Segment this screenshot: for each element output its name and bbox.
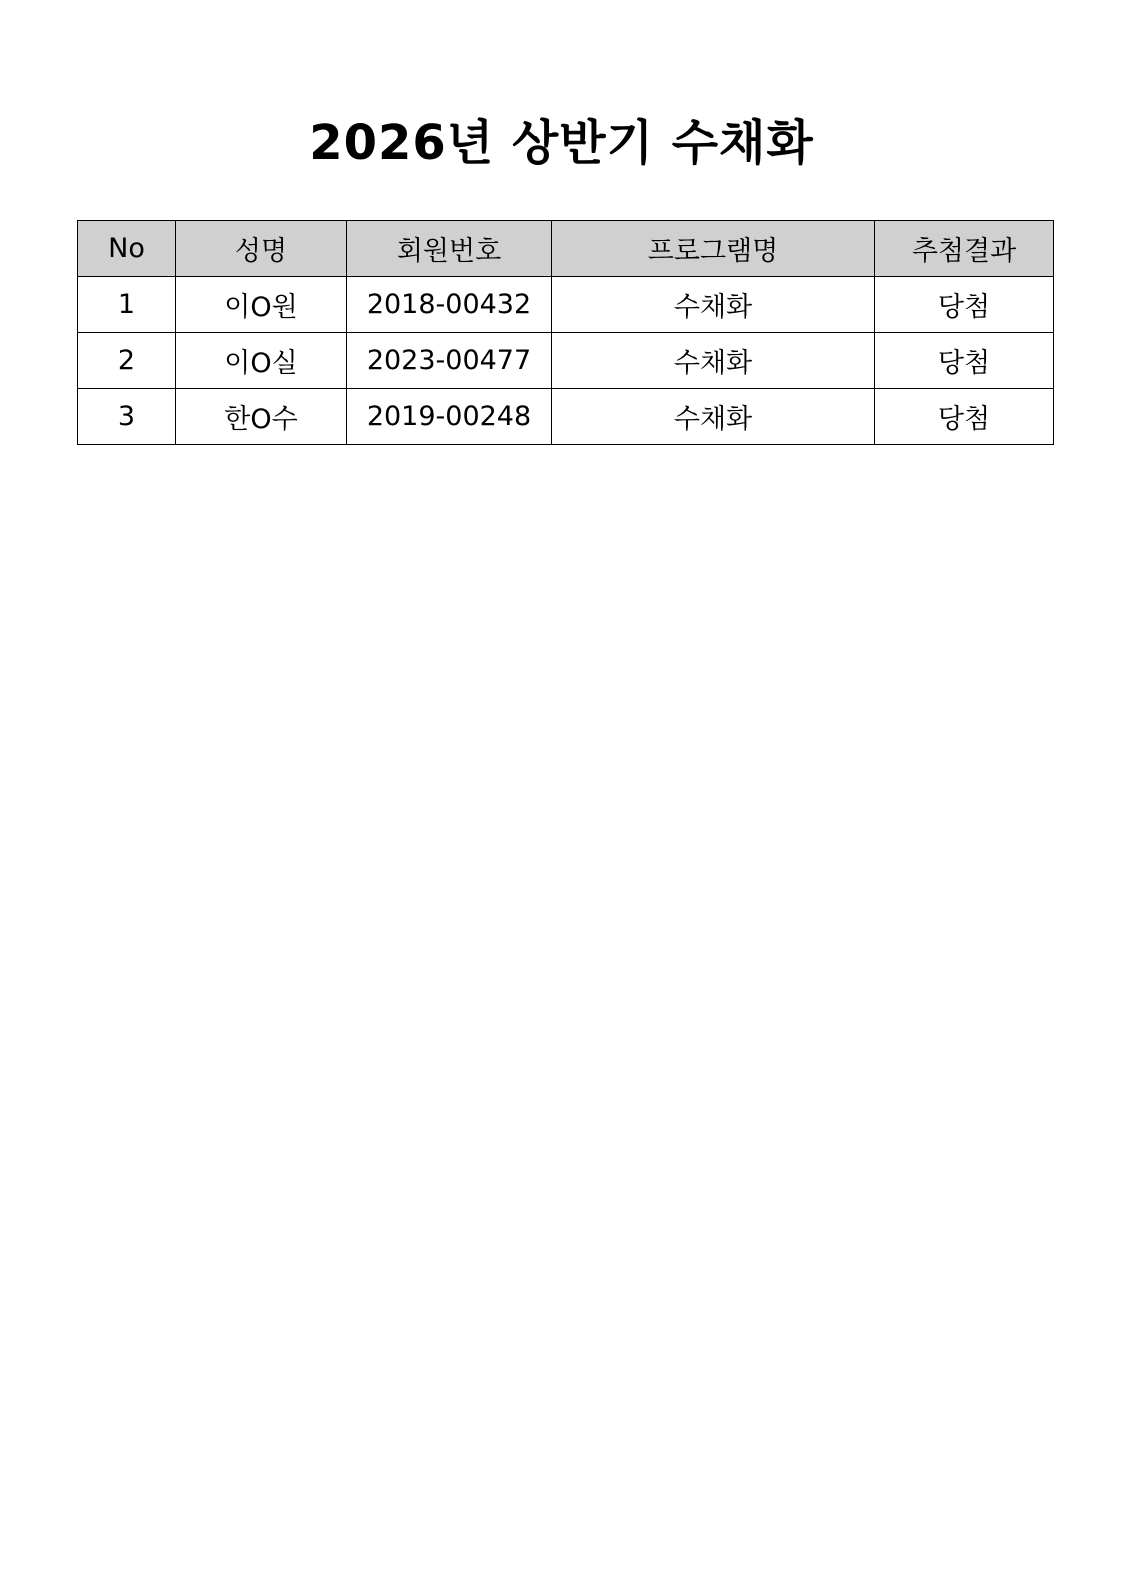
cell-member-number: 2023-00477 [347,333,552,389]
header-name: 성명 [176,221,347,277]
page-title: 2026년 상반기 수채화 [309,115,814,172]
cell-program-name: 수채화 [552,333,875,389]
cell-draw-result: 당첨 [875,277,1054,333]
table-row [78,333,1054,389]
cell-member-number: 2018-00432 [347,277,552,333]
cell-member-number: 2019-00248 [347,389,552,445]
table-header-row [78,221,1054,277]
cell-no: 2 [78,333,176,389]
cell-no: 1 [78,277,176,333]
header-draw-result: 추첨결과 [875,221,1054,277]
cell-draw-result: 당첨 [875,333,1054,389]
cell-program-name: 수채화 [552,389,875,445]
table-row [78,389,1054,445]
header-program-name: 프로그램명 [552,221,875,277]
header-member-number: 회원번호 [347,221,552,277]
cell-name: 한O수 [176,389,347,445]
table-row [78,277,1054,333]
lottery-result-table [77,220,1054,445]
cell-no: 3 [78,389,176,445]
cell-program-name: 수채화 [552,277,875,333]
header-no: No [78,221,176,277]
cell-name: 이O원 [176,277,347,333]
cell-draw-result: 당첨 [875,389,1054,445]
cell-name: 이O실 [176,333,347,389]
